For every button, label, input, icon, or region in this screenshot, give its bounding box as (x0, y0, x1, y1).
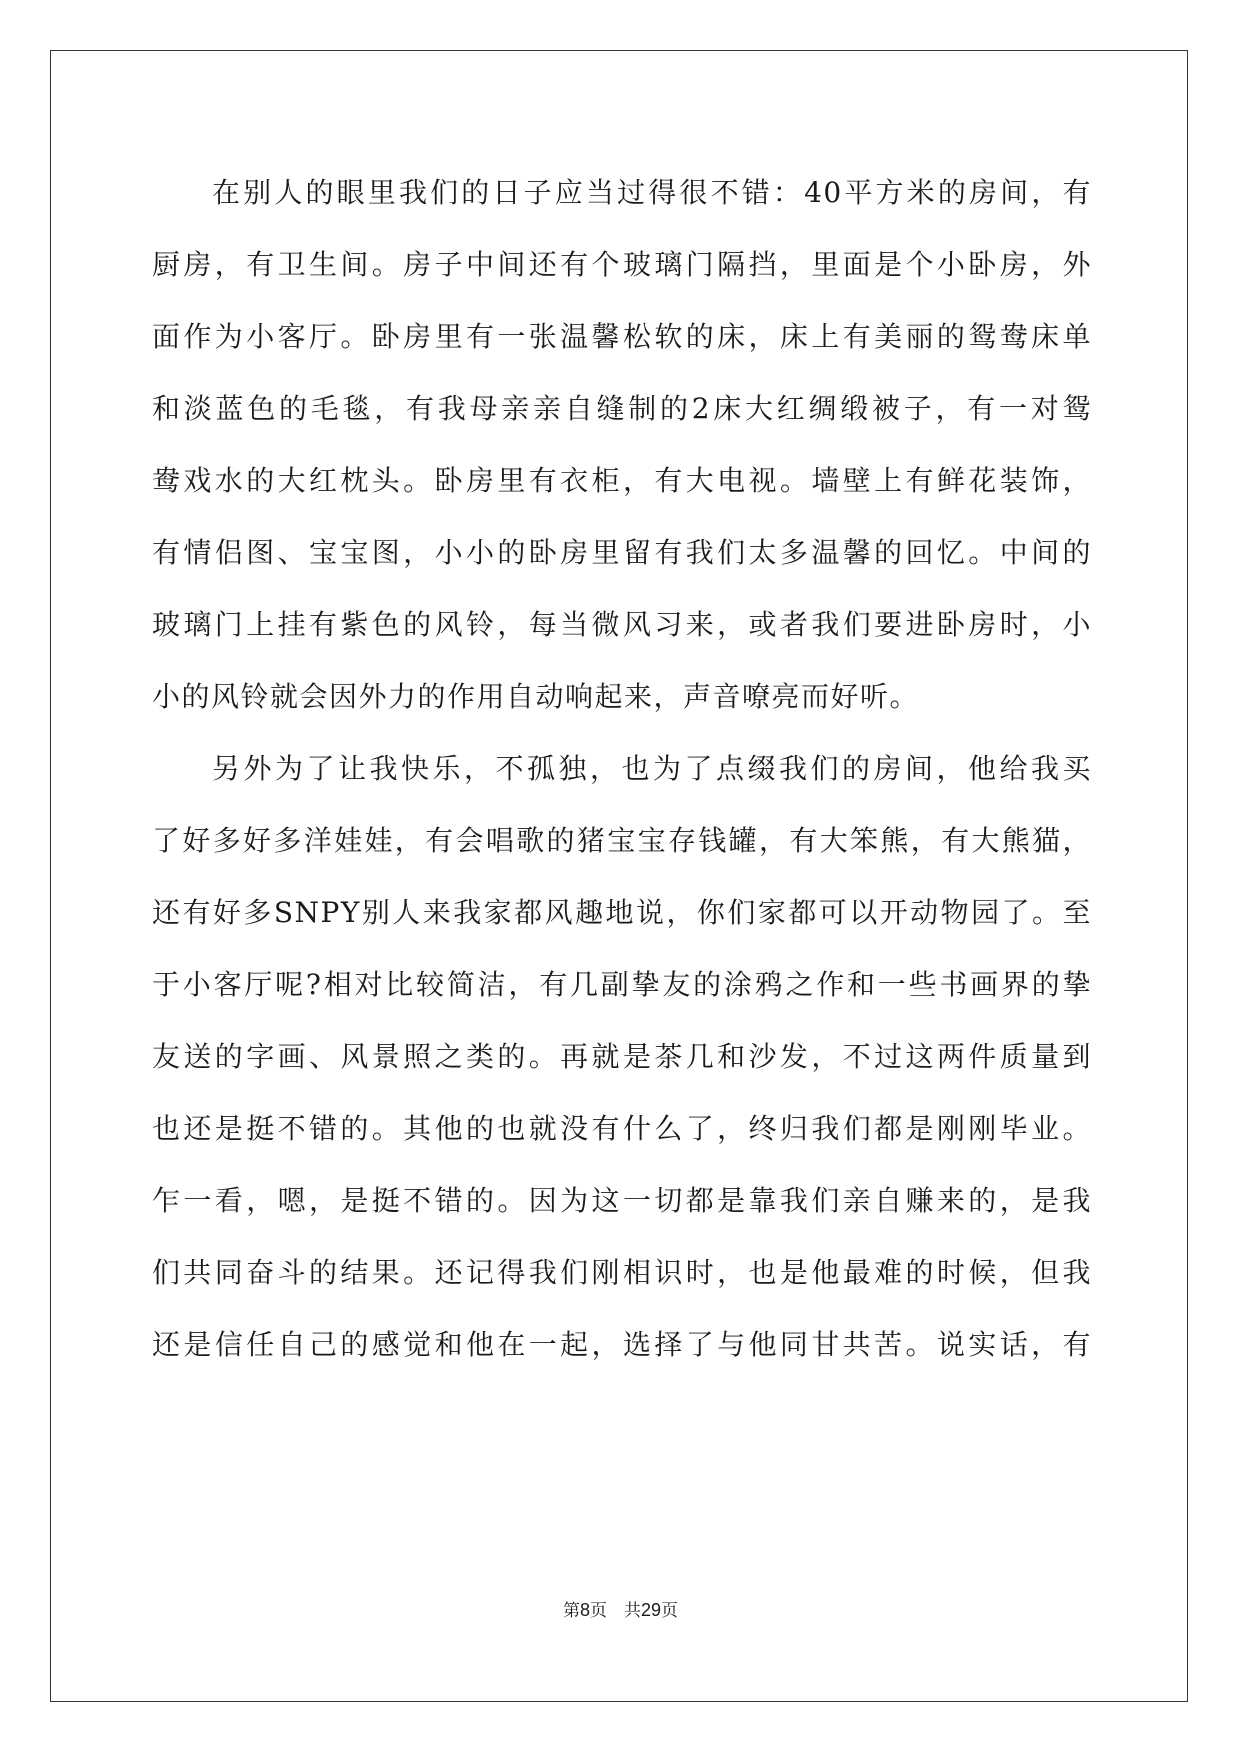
text-line: 们共同奋斗的结果。还记得我们刚相识时，也是他最难的时候，但我 (152, 1256, 1092, 1289)
footer-mid: 页 共 (589, 1601, 641, 1621)
text-line: 还是信任自己的感觉和他在一起，选择了与他同甘共苦。说实话，有 (152, 1328, 1092, 1361)
text-line: 于小客厅呢?相对比较简洁，有几副挚友的涂鸦之作和一些书画界的挚 (152, 968, 1092, 1001)
text-line: 有情侣图、宝宝图，小小的卧房里留有我们太多温馨的回忆。中间的 (152, 536, 1092, 569)
total-pages-number: 29 (640, 1600, 662, 1620)
page-border (50, 50, 1188, 1702)
text-line: 面作为小客厅。卧房里有一张温馨松软的床，床上有美丽的鸳鸯床单 (152, 320, 1092, 353)
text-line: 玻璃门上挂有紫色的风铃，每当微风习来，或者我们要进卧房时，小 (152, 608, 1092, 641)
text-line: 了好多好多洋娃娃，有会唱歌的猪宝宝存钱罐，有大笨熊，有大熊猫， (152, 824, 1092, 857)
text-line: 和淡蓝色的毛毯，有我母亲亲自缝制的2床大红绸缎被子，有一对鸳 (152, 392, 1092, 425)
text-line: 小的风铃就会因外力的作用自动响起来，声音嘹亮而好听。 (152, 680, 920, 713)
page-footer (0, 1599, 1241, 1622)
current-page-number: 8 (579, 1600, 590, 1620)
text-line: 鸯戏水的大红枕头。卧房里有衣柜，有大电视。墙壁上有鲜花装饰， (152, 464, 1092, 497)
text-line: 厨房，有卫生间。房子中间还有个玻璃门隔挡，里面是个小卧房，外 (152, 248, 1092, 281)
footer-prefix: 第 (562, 1601, 580, 1621)
text-line: 另外为了让我快乐，不孤独，也为了点缀我们的房间，他给我买 (212, 752, 1092, 785)
text-line: 在别人的眼里我们的日子应当过得很不错：40平方米的房间，有 (212, 176, 1092, 209)
footer-suffix: 页 (661, 1601, 679, 1621)
text-line: 还有好多SNPY别人来我家都风趣地说，你们家都可以开动物园了。至 (152, 896, 1092, 929)
text-line: 也还是挺不错的。其他的也就没有什么了，终归我们都是刚刚毕业。 (152, 1112, 1092, 1145)
text-line: 友送的字画、风景照之类的。再就是茶几和沙发，不过这两件质量到 (152, 1040, 1092, 1073)
text-line: 乍一看，嗯，是挺不错的。因为这一切都是靠我们亲自赚来的，是我 (152, 1184, 1092, 1217)
